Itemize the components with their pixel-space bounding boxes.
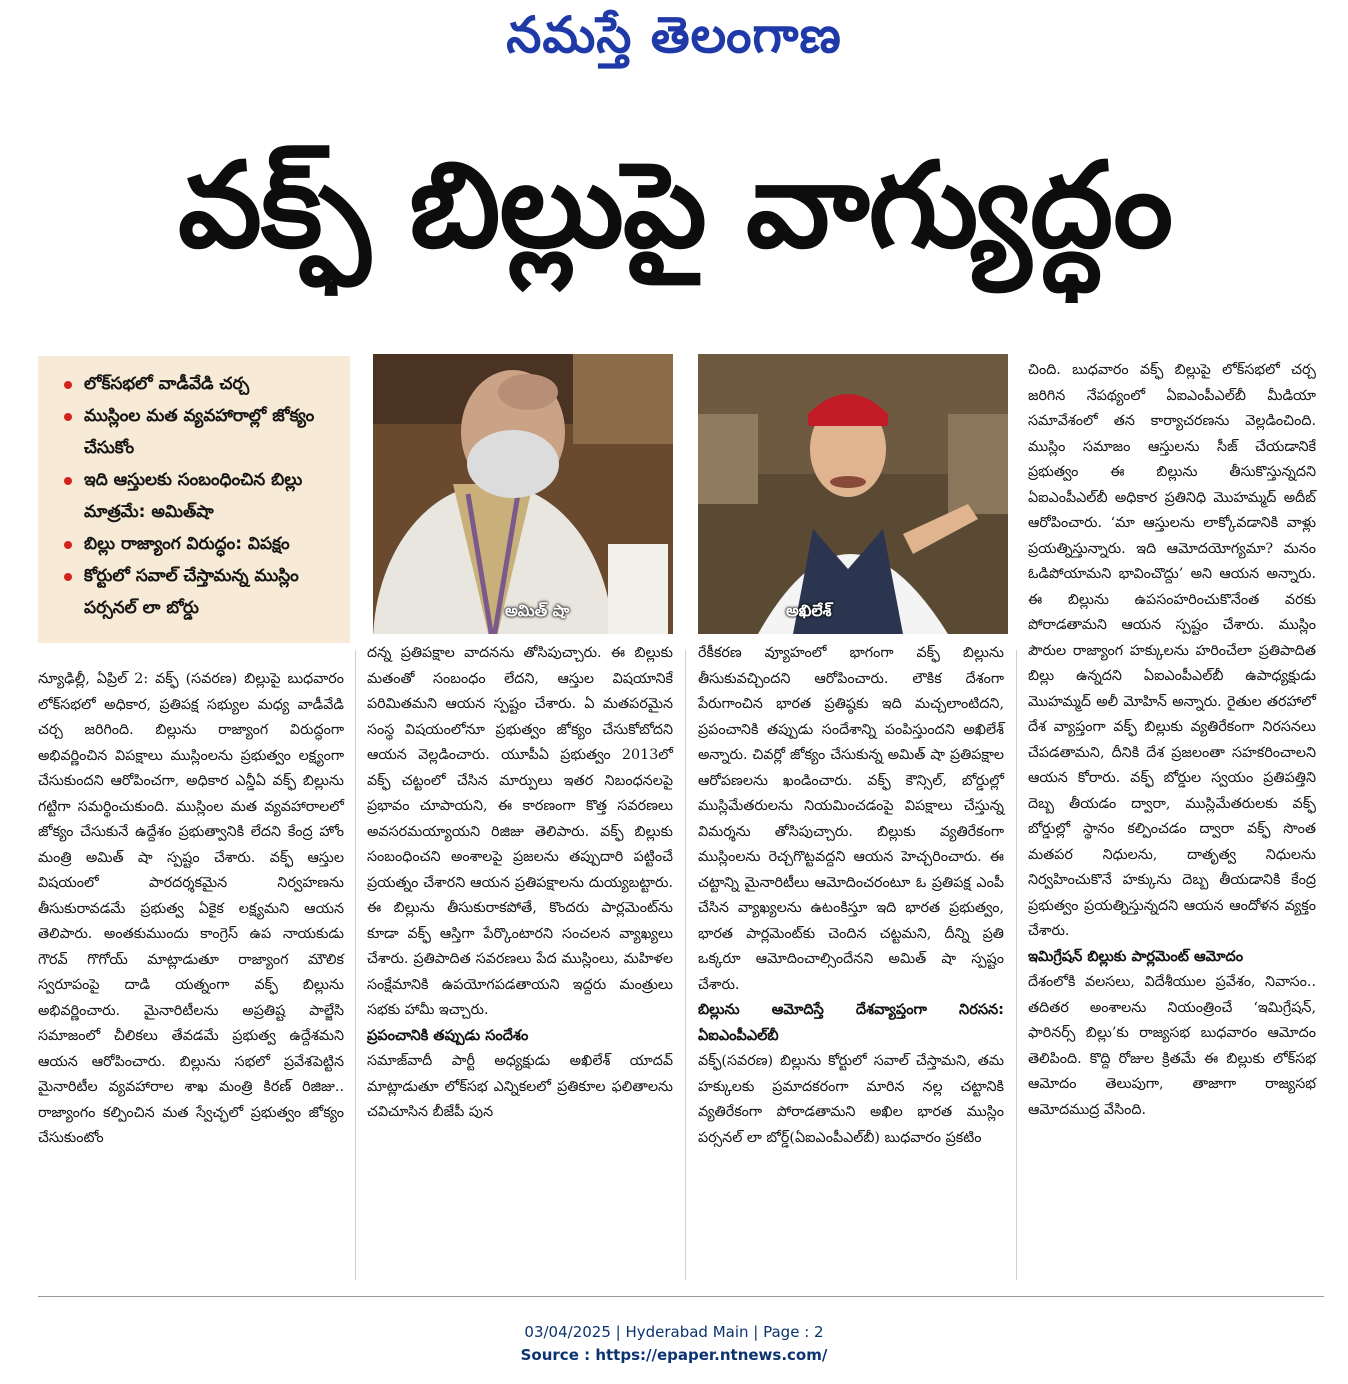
article-paragraph: సమాజ్‌వాదీ పార్టీ అధ్యక్షుడు అఖిలేశ్ యాదవ్ మాట్లాడుతూ లోక్‌సభ ఎన్నికలలో ప్రతికూల ఫలితాలను చవిచూసిన బీజేపీ పున (367, 1053, 673, 1120)
photo-caption-amit-shah: అమిత్ షా (505, 601, 570, 620)
article-paragraph: దేశంలోకి వలసలు, విదేశీయుల ప్రవేశం, నివాసం.. తదితర అంశాలను నియంత్రించే ‘ఇమిగ్రేషన్, ఫారినర్స్ బిల్లు’కు రాజ్యసభ బుధవారం ఆమోదం తెలిపింది. కొద్ది రోజుల క్రితమే ఈ బిల్లుకు లోక్‌సభ ఆమోదం తెలుపుగా, తాజాగా రాజ్యసభ ఆమోదముద్ర వేసింది. (1028, 974, 1316, 1118)
highlight-item: ఇది ఆస్తులకు సంబంధించిన బిల్లు మాత్రమే: అమిత్‌షా (62, 464, 336, 528)
highlight-item: లోక్‌సభలో వాడీవేడి చర్చ (62, 368, 336, 400)
footer-divider (38, 1296, 1324, 1297)
article-subheading: ప్రపంచానికి తప్పుడు సందేశం (367, 1027, 529, 1044)
column-divider (685, 650, 686, 1280)
newspaper-masthead: నమస్తే తెలంగాణ (506, 6, 842, 64)
article-subheading: బిల్లును ఆమోదిస్తే దేశవ్యాప్తంగా నిరసన: ఏఐఎంపీఎల్‌బీ (698, 1002, 1004, 1044)
article-paragraph: చింది. బుధవారం వక్ఫ్ బిల్లుపై లోక్‌సభలో చర్చ జరిగిన నేపథ్యంలో ఏఐఎంపీఎల్‌బీ మీడియా సమావేశంలో తన కార్యాచరణను వెల్లడించింది. ముస్లిం సమాజం ఆస్తులను సీజ్ చేయడానికే ప్రభుత్వం ఈ బిల్లును తీసుకొస్తున్నదని ఏఐఎంపీఎల్‌బీ అధికార ప్రతినిధి మొహమ్మద్ అదీబ్ ఆరోపించారు. ‘మా ఆస్తులను లాక్కోవడానికి వాళ్లు ప్రయత్నిస్తున్నారు. ఇది ఆమోదయోగ్యమా? మనం ఓడిపోయామని భావించొద్దు’ అని ఆయన అన్నారు. ఈ బిల్లును ఉపసంహరించుకొనేంత వరకు పోరాడతామని ఆయన స్పష్టం చేశారు. ముస్లిం పౌరుల రాజ్యాంగ హక్కులను హరించేలా ప్రతిపాదిత బిల్లు ఉన్నదని ఏఐఎంపీఎల్‌బీ ఉపాధ్యక్షుడు మొహమ్మద్ అలీ మోహిన్ అన్నారు. రైతుల తరహాలో దేశ వ్యాప్తంగా వక్ఫ్ బిల్లుకు వ్యతిరేకంగా నిరసనలు చేపడతామని, దీనికి దేశ ప్రజలంతా సహకరించాలని ఆయన కోరారు. వక్ఫ్ బోర్డుల స్వయం ప్రతిపత్తిని దెబ్బ తీయడం ద్వారా, ముస్లిమేతరులకు వక్ఫ్ బోర్డుల్లో స్థానం కల్పించడం ద్వారా వక్ఫ్ సొంత మతపర నిధులను, దాతృత్వ నిధులను నిర్వహించుకొనే హక్కును దెబ్బ తీయడానికి కేంద్ర ప్రభుత్వం ప్రయత్నిస్తున్నదని ఆయన ఆందోళన వ్యక్తం చేశారు. (1028, 362, 1316, 939)
highlight-item: బిల్లు రాజ్యాంగ విరుద్ధం: విపక్షం (62, 528, 336, 560)
highlight-item: కోర్టులో సవాల్ చేస్తామన్న ముస్లిం పర్సనల్ లా బోర్డు (62, 560, 336, 624)
article-paragraph: దన్న ప్రతిపక్షాల వాదనను తోసిపుచ్చారు. ఈ బిల్లుకు మతంతో సంబంధం లేదని, ఆస్తుల విషయానికే పరిమితమని ఆయన స్పష్టం చేశారు. ఏ మతపరమైన సంస్థ విషయంలోనూ ప్రభుత్వం జోక్యం చేసుకోబోదని ఆయన వెల్లడించారు. యూపీఏ ప్రభుత్వం 2013లో వక్ఫ్ చట్టంలో చేసిన మార్పులు ఇతర నిబంధనలపై ప్రభావం చూపాయని, ఈ కారణంగా కొత్త సవరణలు అవసరమయ్యాయని రిజిజు తెలిపారు. వక్ఫ్ బిల్లుకు సంబంధించని అంశాలపై ప్రజలను తప్పుదారి పట్టించే ప్రయత్నం చేశారని ఆయన ప్రతిపక్షాలను దుయ్యబట్టారు. ఈ బిల్లును తీసుకురాకపోతే, కొందరు పార్లమెంట్‌ను కూడా వక్ఫ్ ఆస్తిగా పేర్కొంటారని సంచలన వ్యాఖ్యలు చేశారు. ప్రతిపాదిత సవరణలు పేద ముస్లింలు, మహిళల సంక్షేమానికి ఉపయోగపడతాయని ఇద్దరు మంత్రులు సభకు హామీ ఇచ్చారు. (367, 645, 673, 1018)
photo-akhilesh (698, 354, 1008, 634)
article-paragraph: రేకీకరణ వ్యూహంలో భాగంగా వక్ఫ్ బిల్లును తీసుకువచ్చిందని ఆరోపించారు. లౌకిక దేశంగా పేరుగాంచిన భారత ప్రతిష్ఠకు ఇది మచ్చలాంటిదని, ప్రపంచానికి తప్పుడు సందేశాన్ని పంపిస్తుందని అఖిలేశ్ అన్నారు. చివర్లో జోక్యం చేసుకున్న అమిత్ షా ప్రతిపక్షాల ఆరోపణలను ఖండించారు. వక్ఫ్ కౌన్సిల్, బోర్డుల్లో ముస్లిమేతరులను నియమించడంపై విపక్షాలు చేస్తున్న విమర్శను తోసిపుచ్చారు. బిల్లుకు వ్యతిరేకంగా ముస్లింలను రెచ్చగొట్టవద్దని ఆయన హెచ్చరించారు. ఈ చట్టాన్ని మైనారిటీలు ఆమోదించరంటూ ఓ ప్రతిపక్ష ఎంపీ చేసిన వ్యాఖ్యలను ఉటంకిస్తూ ఇది భారత ప్రభుత్వం, భారత పార్లమెంట్‌కు చెందిన చట్టమని, దీన్ని ప్రతి ఒక్కరూ ఆమోదించాల్సిందేనని అమిత్ షా స్పష్టం చేశారు. (698, 645, 1004, 993)
article-subheading: ఇమిగ్రేషన్ బిల్లుకు పార్లమెంట్ ఆమోదం (1028, 948, 1244, 965)
article-paragraph: వక్ఫ్(సవరణ) బిల్లును కోర్టులో సవాల్ చేస్తామని, తమ హక్కులకు ప్రమాదకరంగా మారిన నల్ల చట్టానికి వ్యతిరేకంగా పోరాడతామని అఖిల భారత ముస్లిం పర్సనల్ లా బోర్డ్(ఏఐఎంపీఎల్‌బీ) బుధవారం ప్రకటిం (698, 1053, 1004, 1146)
article-column-4 (1028, 358, 1316, 1123)
column-divider (355, 650, 356, 1280)
footer-edition-info: 03/04/2025 | Hyderabad Main | Page : 2 (524, 1323, 824, 1341)
photo-amit-shah (373, 354, 673, 634)
highlight-item: ముస్లింల మత వ్యవహారాల్లో జోక్యం చేసుకోం (62, 400, 336, 464)
column-divider (1016, 650, 1017, 1280)
article-paragraph: న్యూఢిల్లీ, ఏప్రిల్ 2: వక్ఫ్ (సవరణ) బిల్లుపై బుధవారం లోక్‌సభలో అధికార, ప్రతిపక్ష సభ్యుల మధ్య వాడీవేడి చర్చ జరిగింది. బిల్లును రాజ్యాంగ విరుద్ధంగా అభివర్ణించిన విపక్షాలు ముస్లింలను ప్రభుత్వం లక్ష్యంగా చేసుకుందని ఆరోపించగా, అధికార ఎన్డీఏ వక్ఫ్ బిల్లును గట్టిగా సమర్థించుకుంది. ముస్లింల మత వ్యవహారాలలో జోక్యం చేసుకునే ఉద్దేశం ప్రభుత్వానికి లేదని కేంద్ర హోం మంత్రి అమిత్ షా స్పష్టం చేశారు. వక్ఫ్ ఆస్తుల విషయంలో పారదర్శకమైన నిర్వహణను తీసుకురావడమే ప్రభుత్వ ఏకైక లక్ష్యమని ఆయన తెలిపారు. అంతకుముందు కాంగ్రెస్ ఉప నాయకుడు గౌరవ్ గొగోయ్ మాట్లాడుతూ రాజ్యాంగ మౌలిక స్వరూపంపై దాడి యత్నంగా వక్ఫ్ బిల్లును అభివర్ణించారు. మైనారిటీలను అప్రతిష్ట పాల్జేసి సమాజంలో చీలికలు తేవడమే ప్రభుత్వ ఉద్దేశమని ఆయన ఆరోపించారు. బిల్లును సభలో ప్రవేశపెట్టిన మైనారిటీల వ్యవహారాల శాఖ మంత్రి కిరణ్ రిజిజు.. రాజ్యాంగం కల్పించిన మత స్వేచ్ఛలో ప్రభుత్వం జోక్యం చేసుకుంటోం (38, 671, 344, 1146)
article-column-3 (698, 641, 1004, 1151)
article-column-2 (367, 641, 673, 1126)
headline: వక్ఫ్ బిల్లుపై వాగ్యుద్ధం (177, 136, 1173, 274)
footer-source-link[interactable]: Source : https://epaper.ntnews.com/ (520, 1346, 828, 1364)
photo-caption-akhilesh: అఖిలేశ్ (786, 601, 832, 620)
article-column-1 (38, 667, 344, 1152)
highlights-box (38, 356, 350, 643)
